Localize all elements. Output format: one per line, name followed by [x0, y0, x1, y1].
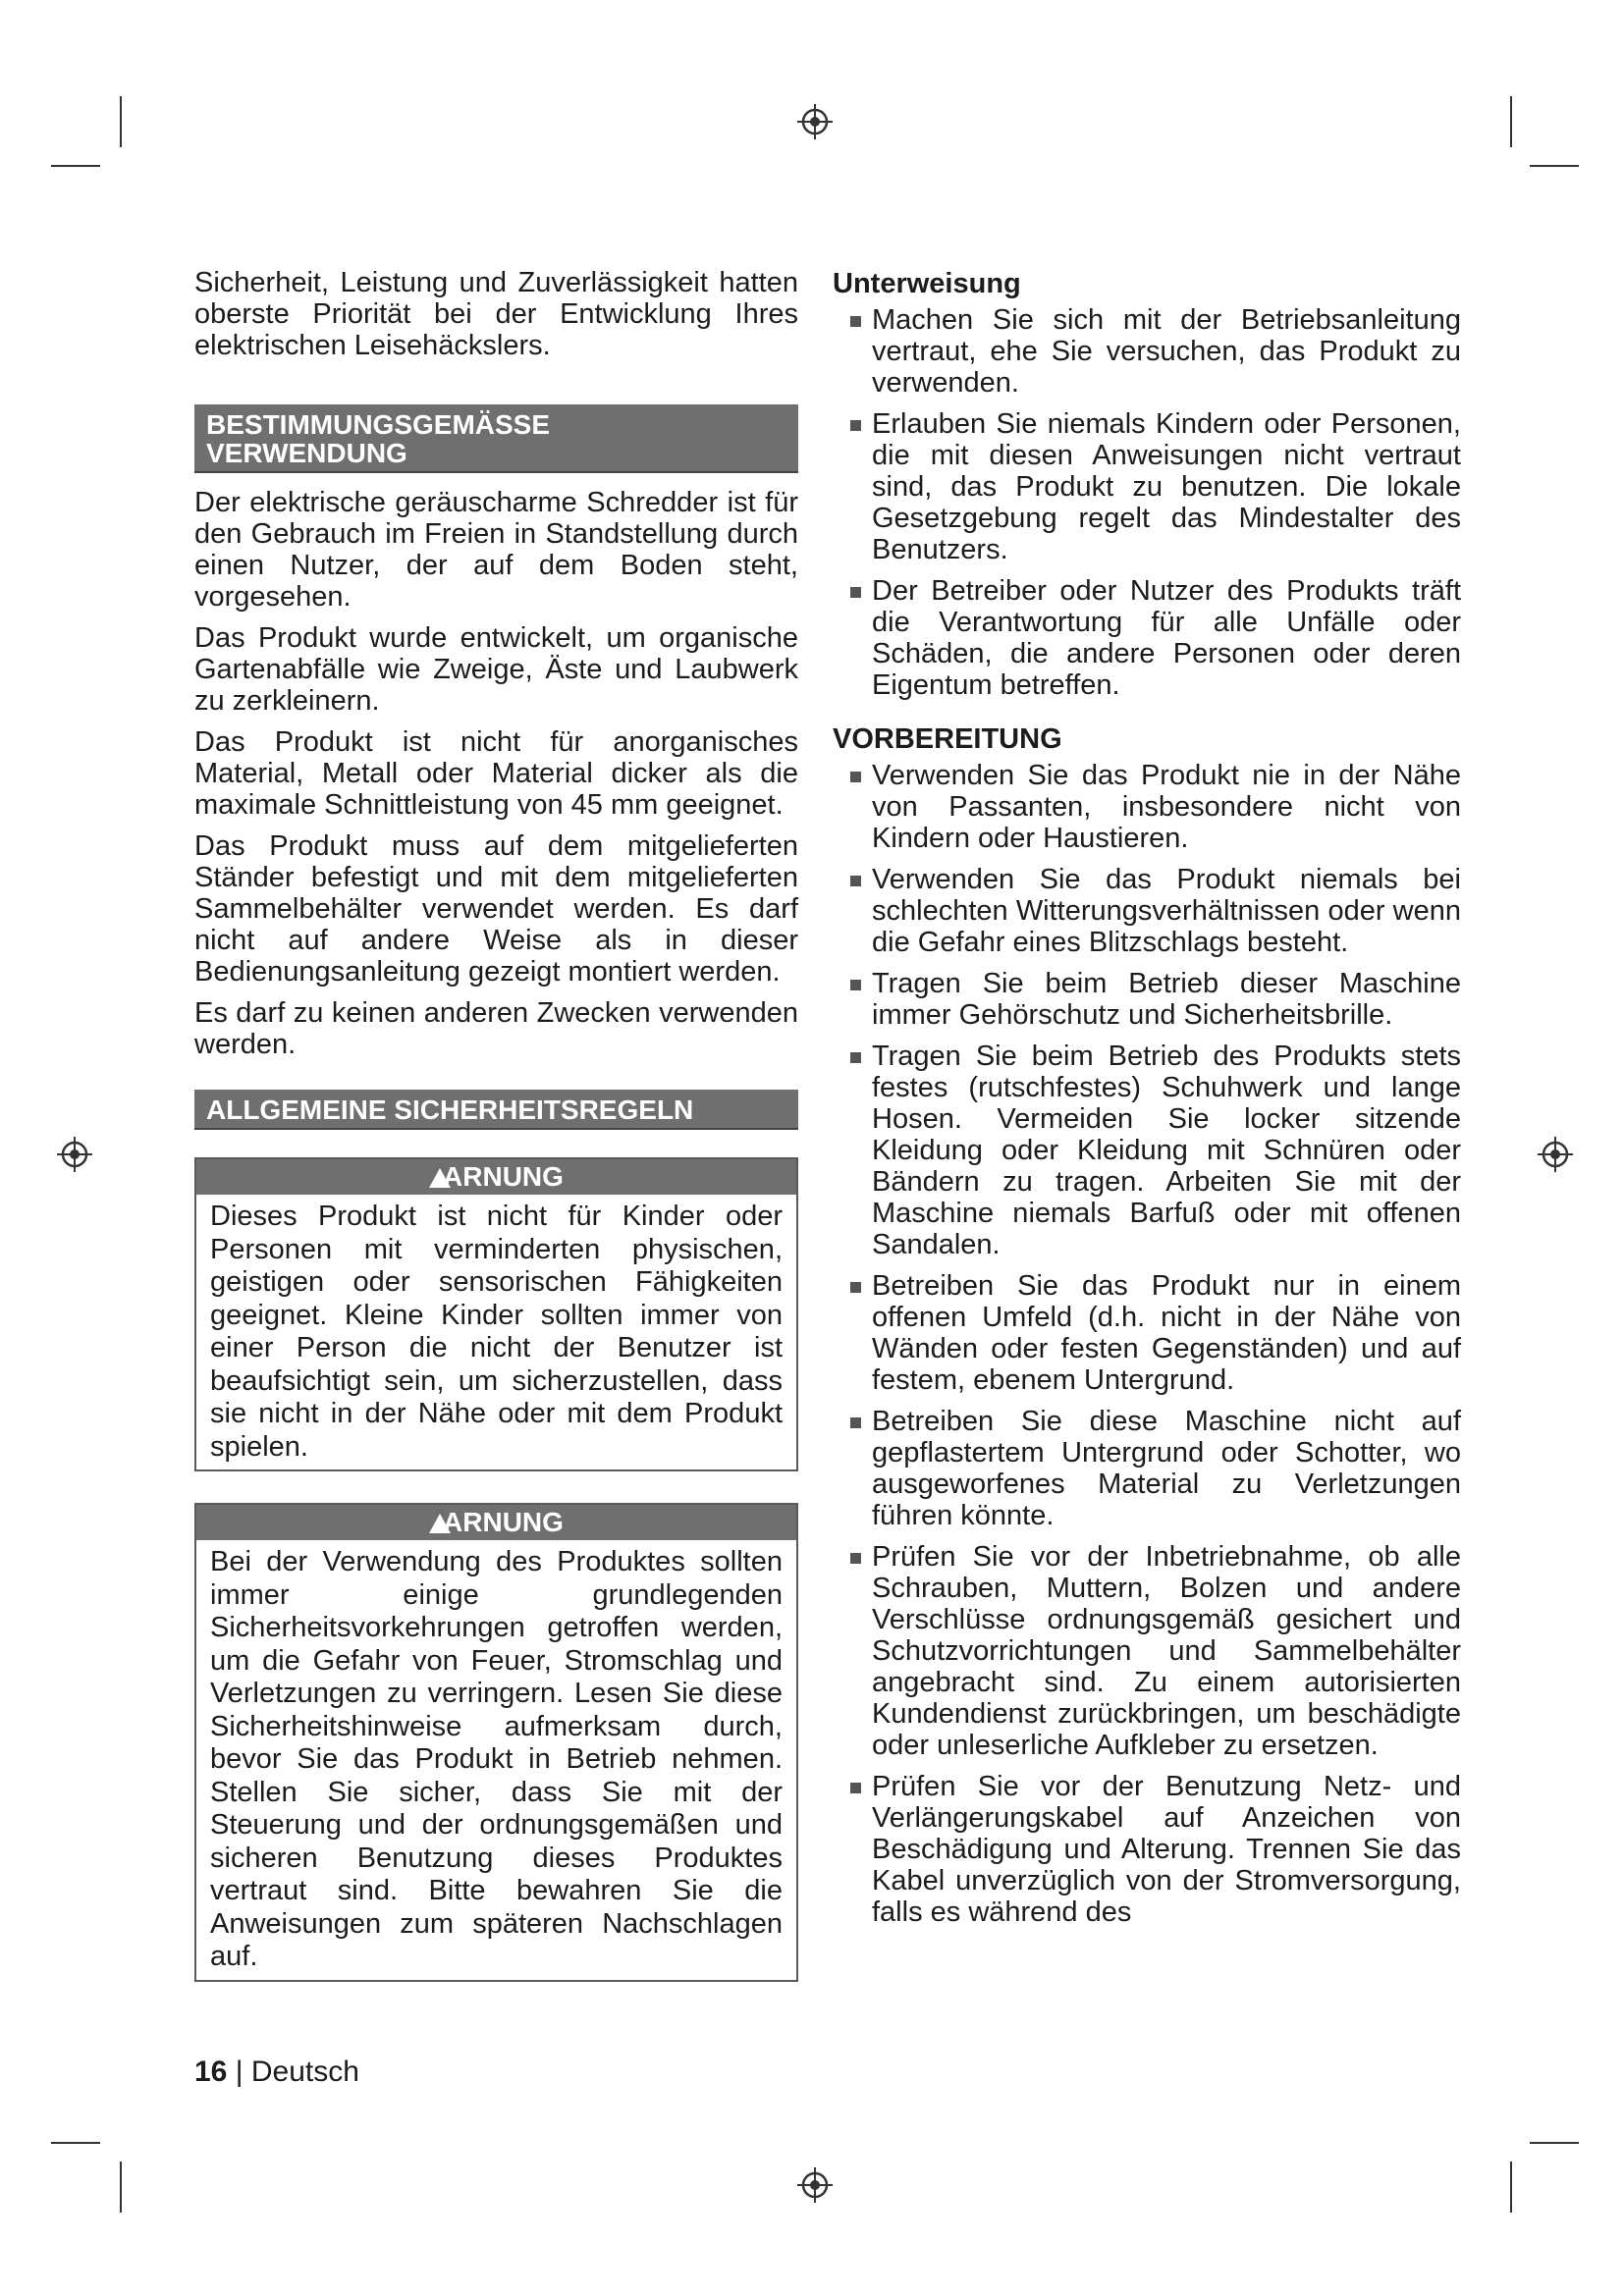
registration-mark-icon: [795, 102, 835, 141]
crop-mark: [120, 96, 122, 147]
list-item: [872, 1041, 1461, 1260]
list-item-text: Betreiben Sie diese Maschine nicht auf gepflastertem Untergrund oder Schotter, wo ausgeworfenes Material zu Verletzungen führen könnte.: [872, 1406, 1461, 1531]
body-paragraph: Es darf zu keinen anderen Zwecken verwenden werden.: [194, 997, 798, 1060]
list-item-text: Machen Sie sich mit der Betriebsanleitung vertraut, ehe Sie versuchen, das Produkt zu verwenden.: [872, 304, 1461, 399]
footer-language: Deutsch: [250, 2056, 359, 2088]
list-item-text: Der Betreiber oder Nutzer des Produkts träft die Verantwortung für alle Unfälle oder Schäden, die andere Personen oder deren Eigentum betreffen.: [872, 575, 1461, 701]
list-item: [872, 575, 1461, 701]
bullet-square-icon: [850, 420, 861, 431]
subheading-instruction: Unterweisung: [833, 268, 1021, 299]
list-item: [872, 864, 1461, 958]
bullet-square-icon: [850, 1417, 861, 1428]
list-item-text: Tragen Sie beim Betrieb dieser Maschine immer Gehörschutz und Sicherheitsbrille.: [872, 968, 1461, 1031]
page-number: 16: [194, 2056, 228, 2088]
warning-label: ARNUNG: [443, 1161, 564, 1192]
warning-box: [194, 1503, 798, 1982]
crop-mark: [1530, 2142, 1579, 2144]
instruction-list: [833, 304, 1461, 701]
list-item: [872, 1270, 1461, 1396]
list-item: [872, 1771, 1461, 1928]
bullet-square-icon: [850, 876, 861, 886]
bullet-square-icon: [850, 980, 861, 990]
warning-text: Dieses Produkt ist nicht für Kinder oder Personen mit verminderten physischen, geistigen oder sensorischen Fähigkeiten geeignet. Kleine Kinder sollten immer von einer Person die nicht der Benutzer ist beaufsichtigt sein, um sicherzustellen, dass sie nicht in der Nähe oder mit dem Produkt spielen.: [210, 1201, 783, 1463]
list-item: [872, 760, 1461, 854]
registration-mark-icon: [55, 1135, 94, 1174]
list-item-text: Erlauben Sie niemals Kindern oder Personen, die mit diesen Anweisungen nicht vertraut sind, das Produkt zu benutzen. Die lokale Gesetzgebung regelt das Mindestalter des Benutzers.: [872, 408, 1461, 565]
crop-mark: [1510, 96, 1512, 147]
crop-mark: [1510, 2162, 1512, 2213]
list-item: [872, 408, 1461, 565]
list-item-text: Verwenden Sie das Produkt niemals bei schlechten Witterungsverhältnissen oder wenn die Gefahr eines Blitzschlags besteht.: [872, 864, 1461, 958]
body-paragraph: Das Produkt wurde entwickelt, um organische Gartenabfälle wie Zweige, Äste und Laubwerk zu zerkleinern.: [194, 622, 798, 717]
crop-mark: [1530, 165, 1579, 167]
preparation-list: [833, 760, 1461, 1928]
warning-header: [196, 1505, 796, 1540]
list-item: [872, 968, 1461, 1031]
body-paragraph: Das Produkt muss auf dem mitgelieferten Ständer befestigt und mit dem mitgelieferten Sammelbehälter verwendet werden. Es darf nicht auf andere Weise als in dieser Bedienungsanleitung gezeigt montiert werden.: [194, 830, 798, 988]
list-item-text: Verwenden Sie das Produkt nie in der Nähe von Passanten, insbesondere nicht von Kindern oder Haustieren.: [872, 760, 1461, 854]
list-item-text: Prüfen Sie vor der Benutzung Netz- und Verlängerungskabel auf Anzeichen von Beschädigung und Alterung. Trennen Sie das Kabel unverzüglich von der Stromversorgung, falls es während des: [872, 1771, 1461, 1928]
footer-separator: |: [235, 2056, 244, 2088]
registration-mark-icon: [1536, 1135, 1575, 1174]
list-item: [872, 1541, 1461, 1761]
list-item-text: Betreiben Sie das Produkt nur in einem offenen Umfeld (d.h. nicht in der Nähe von Wänden oder festen Gegenständen) und auf festem, ebenem Untergrund.: [872, 1270, 1461, 1396]
section-heading-line: VERWENDUNG: [206, 438, 407, 468]
intro-paragraph: Sicherheit, Leistung und Zuverlässigkeit hatten oberste Priorität bei der Entwicklung Ihres elektrischen Leisehäckslers.: [194, 267, 798, 361]
list-item-text: Tragen Sie beim Betrieb des Produkts stets festes (rutschfestes) Schuhwerk und lange Hosen. Vermeiden Sie locker sitzende Kleidung oder Kleidung mit Schnüren oder Bändern zu tragen. Arbeiten Sie mit der Maschine niemals Barfuß oder mit offenen Sandalen.: [872, 1041, 1461, 1260]
right-column: [833, 267, 1461, 1938]
left-column: [194, 267, 798, 1982]
page-footer: [194, 2055, 359, 2090]
bullet-square-icon: [850, 772, 861, 782]
warning-text: Bei der Verwendung des Produktes sollten immer einige grundlegenden Sicherheitsvorkehrungen getroffen werden, um die Gefahr von Feuer, Stromschlag und Verletzungen zu verringern. Lesen Sie diese Sicherheitshinweise aufmerksam durch, bevor Sie das Produkt in Betrieb nehmen. Stellen Sie sicher, dass Sie mit der Steuerung und der ordnungsgemäßen und sicheren Benutzung dieses Produktes vertraut sind. Bitte bewahren Sie die Anweisungen zum späteren Nachschlagen auf.: [210, 1546, 783, 1972]
bullet-square-icon: [850, 1553, 861, 1564]
list-item: [872, 304, 1461, 399]
bullet-square-icon: [850, 1052, 861, 1063]
bullet-square-icon: [850, 1282, 861, 1293]
crop-mark: [51, 165, 100, 167]
warning-box: [194, 1157, 798, 1471]
bullet-square-icon: [850, 587, 861, 598]
section-heading-line: BESTIMMUNGSGEMÄSSE: [206, 409, 551, 440]
subheading-preparation: VORBEREITUNG: [833, 723, 1062, 755]
crop-mark: [120, 2162, 122, 2213]
section-heading-safety-rules: ALLGEMEINE SICHERHEITSREGELN: [194, 1090, 798, 1128]
bullet-square-icon: [850, 316, 861, 327]
body-paragraph: Der elektrische geräuscharme Schredder ist für den Gebrauch im Freien in Standstellung durch einen Nutzer, der auf dem Boden steht, vorgesehen.: [194, 487, 798, 613]
list-item-text: Prüfen Sie vor der Inbetriebnahme, ob alle Schrauben, Muttern, Bolzen und andere Verschlüsse ordnungsgemäß gesichert und Schutzvorrichtungen und Sammelbehälter angebracht sind. Zu einem autorisierten Kundendienst zurückbringen, um beschädigte oder unleserliche Aufkleber zu ersetzen.: [872, 1541, 1461, 1761]
bullet-square-icon: [850, 1783, 861, 1793]
body-paragraph: Das Produkt ist nicht für anorganisches Material, Metall oder Material dicker als die maximale Schnittleistung von 45 mm geeignet.: [194, 726, 798, 821]
warning-label: ARNUNG: [443, 1507, 564, 1537]
warning-header: [196, 1159, 796, 1195]
crop-mark: [51, 2142, 100, 2144]
section-heading-intended-use: [194, 404, 798, 471]
list-item: [872, 1406, 1461, 1531]
registration-mark-icon: [795, 2165, 835, 2205]
